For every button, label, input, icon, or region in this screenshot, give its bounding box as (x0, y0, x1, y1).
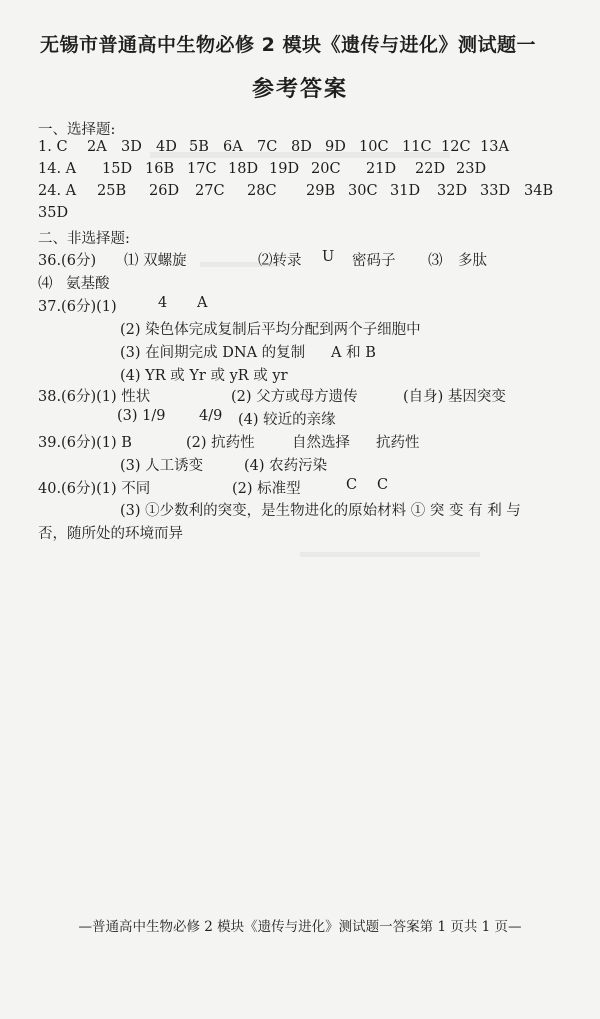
question-number: 38.(6分)(1) 性状 (38, 389, 151, 405)
answer-text: 4/9 (199, 408, 223, 424)
answer-text: C (377, 477, 389, 493)
answer-item: 6A (223, 139, 243, 155)
answer-text: ⑷ (38, 276, 53, 292)
page-subtitle: 参考答案 (251, 77, 348, 102)
q38-line-2 (0, 408, 600, 428)
q37-line-1 (0, 295, 600, 315)
answer-text: A 和 B (331, 345, 376, 361)
answer-row (0, 183, 600, 203)
question-number: 37.(6分)(1) (38, 299, 117, 315)
answer-item: 8D (291, 139, 312, 155)
answer-item: 33D (480, 183, 511, 199)
section-heading-choice: 一、选择题: (38, 122, 116, 138)
answer-item: 20C (311, 161, 341, 177)
q37-line-3 (0, 341, 600, 361)
answer-item: 5B (189, 139, 209, 155)
answer-text: (2) 抗药性 (186, 435, 255, 451)
answer-text: (4) 农药污染 (244, 458, 328, 474)
q39-line-2 (0, 454, 600, 474)
answer-item: 16B (145, 161, 175, 177)
answer-item: 14. A (38, 161, 77, 177)
answer-text: (自身) 基因突变 (403, 389, 506, 405)
answer-item: 13A (480, 139, 509, 155)
answer-item: 19D (269, 161, 300, 177)
answer-item: 27C (195, 183, 225, 199)
answer-text: 多肽 (458, 253, 487, 269)
answer-item: 7C (257, 139, 278, 155)
q40-line-1 (0, 477, 600, 497)
answer-item: 26D (149, 183, 180, 199)
answer-row (0, 161, 600, 181)
answer-item: 21D (366, 161, 397, 177)
answer-item: 11C (402, 139, 432, 155)
answer-item: 18D (228, 161, 259, 177)
answer-item: 24. A (38, 183, 77, 199)
answer-text: (4) YR 或 Yr 或 yR 或 yr (120, 368, 288, 384)
answer-text: C (346, 477, 358, 493)
q36-line-1 (0, 249, 600, 269)
question-number: 39.(6分)(1) B (38, 435, 132, 451)
answer-item: 17C (187, 161, 217, 177)
answer-item: 30C (348, 183, 378, 199)
scan-bleed (300, 552, 480, 557)
answer-item: 2A (87, 139, 107, 155)
answer-text: (2) 父方或母方遗传 (231, 389, 358, 405)
answer-text: (4) 较近的亲缘 (238, 412, 336, 428)
answer-item: 4D (156, 139, 177, 155)
answer-text: (3) ①少数利的突变，是生物进化的原始材料 ① 突 变 有 利 与 (120, 503, 521, 519)
answer-text: U (322, 249, 335, 265)
answer-item: 1. C (38, 139, 68, 155)
answer-text: (3) 在间期完成 DNA 的复制 (120, 345, 306, 361)
answer-item: 22D (415, 161, 446, 177)
answer-item: 3D (121, 139, 142, 155)
answer-text: ⑶ (428, 253, 443, 269)
q38-line-1 (0, 385, 600, 405)
section-heading-open: 二、非选择题: (38, 231, 130, 247)
answer-text: A (197, 295, 208, 311)
answer-item: 28C (247, 183, 277, 199)
answer-item: 23D (456, 161, 487, 177)
answer-item: 31D (390, 183, 421, 199)
answer-text: 否，随所处的环境而异 (38, 526, 183, 542)
page-title: 无锡市普通高中生物必修 2 模块《遗传与进化》测试题一 (40, 34, 536, 56)
question-number: 40.(6分)(1) 不同 (38, 481, 151, 497)
answer-item: 15D (102, 161, 133, 177)
answer-text: 密码子 (352, 253, 396, 269)
scan-bleed (150, 152, 450, 158)
answer-text: (3) 人工诱变 (120, 458, 204, 474)
page-footer: —普通高中生物必修 2 模块《遗传与进化》测试题一答案第 1 页共 1 页— (78, 919, 522, 935)
answer-text: (2) 标准型 (232, 481, 301, 497)
answer-item: 32D (437, 183, 468, 199)
answer-item: 35D (38, 205, 69, 221)
q39-line-1 (0, 431, 600, 451)
answer-text: 4 (158, 295, 168, 311)
answer-text: 抗药性 (376, 435, 420, 451)
answer-text: (2) 染色体完成复制后平均分配到两个子细胞中 (120, 322, 421, 338)
answer-text: 自然选择 (292, 435, 350, 451)
answer-item: 25B (97, 183, 127, 199)
answer-text: 氨基酸 (66, 276, 110, 292)
answer-text: (3) 1/9 (117, 408, 166, 424)
answer-item: 9D (325, 139, 346, 155)
answer-item: 10C (359, 139, 389, 155)
question-number: 36.(6分) (38, 253, 97, 269)
answer-item: 34B (524, 183, 554, 199)
answer-item: 29B (306, 183, 336, 199)
answer-item: 12C (441, 139, 471, 155)
scan-bleed (200, 262, 280, 267)
answer-text: ⑵转录 (258, 253, 302, 269)
answer-text: ⑴ 双螺旋 (124, 253, 187, 269)
q36-line-2 (0, 272, 600, 292)
